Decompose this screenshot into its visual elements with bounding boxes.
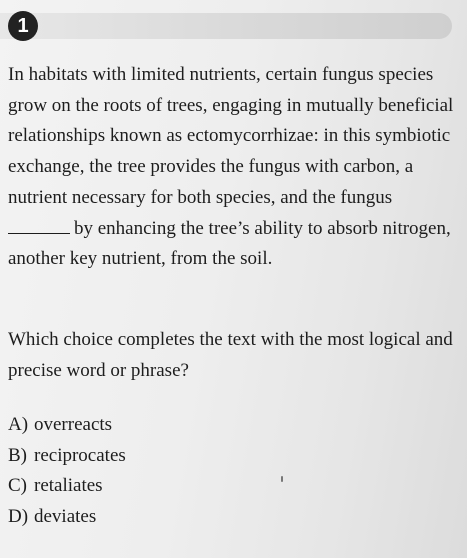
choice-a[interactable] <box>8 410 126 441</box>
answer-choices <box>8 410 126 532</box>
choice-text: deviates <box>34 505 97 527</box>
choice-text: retaliates <box>34 475 103 496</box>
choice-d[interactable] <box>8 502 126 533</box>
question-number-badge: 1 <box>8 11 38 41</box>
choice-letter: A) <box>8 414 29 435</box>
choice-letter: B) <box>8 444 27 466</box>
passage-text <box>8 60 460 275</box>
choice-letter: D) <box>8 505 29 527</box>
passage-after-blank: by enhancing the tree’s ability to absorb nitrogen, another key nutrient, from the soil. <box>8 217 451 270</box>
choice-letter: C) <box>8 475 27 496</box>
choice-b[interactable] <box>8 441 126 472</box>
question-prompt: Which choice completes the text with the most logical and precise word or phrase? <box>8 329 453 381</box>
dust-speck <box>281 476 283 482</box>
passage-before-blank: In habitats with limited nutrients, certain fungus species grow on the roots of trees, engaging in mutually beneficial relationships known as ectomycorrhizae: in this symbiotic exchange, the tree provides the fungus with carbon, a nutrient necessary for both species, and the fungus <box>8 64 454 208</box>
choice-text: overreacts <box>34 414 113 435</box>
choice-text: reciprocates <box>34 444 126 466</box>
answer-blank <box>8 217 70 234</box>
question-header-bar <box>0 13 452 39</box>
choice-c[interactable] <box>8 471 126 502</box>
